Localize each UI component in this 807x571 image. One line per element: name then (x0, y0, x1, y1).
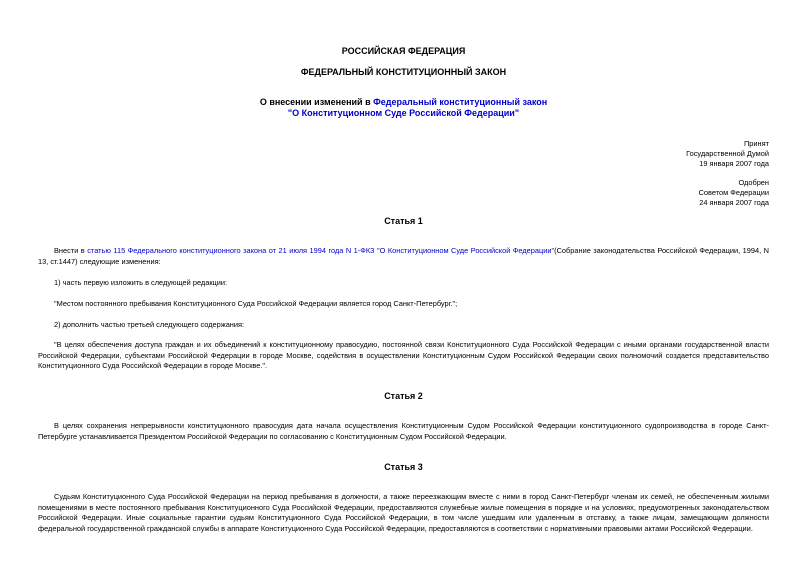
article-115-link[interactable]: статью 115 Федерального конституционного закона от 21 июля 1994 года N 1-ФКЗ "О Конституционном Суде Российской Федерации" (87, 246, 555, 255)
accepted-word: Принят (743, 139, 769, 148)
article-1-heading: Статья 1 (384, 216, 423, 226)
article-1-item-2: 2) дополнить частью третьей следующего содержания: (54, 320, 245, 329)
article-3-heading: Статья 3 (384, 462, 423, 472)
approved-date: 24 января 2007 года (699, 198, 769, 207)
article-1-intro-post: (Собрание законодательства Российской Федерации, 1994, N 13, ст.1447) следующие изменения: (38, 246, 769, 266)
approved-by: Советом Федерации (698, 188, 769, 197)
article-1-item-1: 1) часть первую изложить в следующей редакции: (54, 278, 228, 287)
accepted-date: 19 января 2007 года (699, 159, 769, 168)
law-title (0, 97, 807, 119)
law-type-heading: ФЕДЕРАЛЬНЫЙ КОНСТИТУЦИОННЫЙ ЗАКОН (300, 67, 507, 77)
law-title-prefix: О внесении изменений в (259, 97, 374, 107)
accepted-block (686, 139, 769, 169)
article-2-heading: Статья 2 (384, 391, 423, 401)
law-title-link[interactable]: Федеральный конституционный закон (373, 97, 548, 107)
article-1-intro-pre: Внести в (54, 246, 88, 255)
article-1-item-1-text: "Местом постоянного пребывания Конституционного Суда Российской Федерации является город Санкт-Петербург."; (54, 299, 458, 308)
accepted-by: Государственной Думой (686, 149, 769, 158)
article-1-item-2-text: "В целях обеспечения доступа граждан и их объединений к конституционному правосудию, постоянной связи Конституционного Суда Российской Федерации с иными органами государственной власти Российской Федерации, субъектами Российской Федерации в городе Москве, содействия в осуществлении Конституционным Судом Российской Федерации своих полномочий создается представительство Конституционного Суда Российской Федерации в городе Москве.". (38, 340, 769, 370)
approved-word: Одобрен (738, 178, 769, 187)
law-title-link-2[interactable]: "О Конституционном Суде Российской Федерации" (287, 108, 520, 118)
approved-block (699, 178, 769, 208)
country-heading: РОССИЙСКАЯ ФЕДЕРАЦИЯ (341, 46, 466, 56)
article-1-intro (38, 246, 769, 267)
article-3-text: Судьям Конституционного Суда Российской Федерации на период пребывания в должности, а также переезжающим вместе с ними в город Санкт-Петербург членам их семей, не обеспеченным жилыми помещениями в месте постоянного пребывания Конституционного Суда Российской Федерации, предоставляются служебные жилые помещения в порядке и на условиях, предусмотренных законодательством Российской Федерации. Иные социальные гарантии судьям Конституционного Суда Российской Федерации, в том числе ушедшим или удаленным в отставку, а также лицам, замещающим должности федеральной государственной гражданской службы в аппарате Конституционного Суда Российской Федерации, предоставляются в соответствии с нормативными правовыми актами Российской Федерации. (38, 492, 769, 533)
article-2-text: В целях сохранения непрерывности конституционного правосудия дата начала осуществления Конституционным Судом Российской Федерации конституционного судопроизводства в городе Санкт-Петербурге устанавливается Президентом Российской Федерации по согласованию с Конституционным Судом Российской Федерации. (38, 421, 769, 441)
